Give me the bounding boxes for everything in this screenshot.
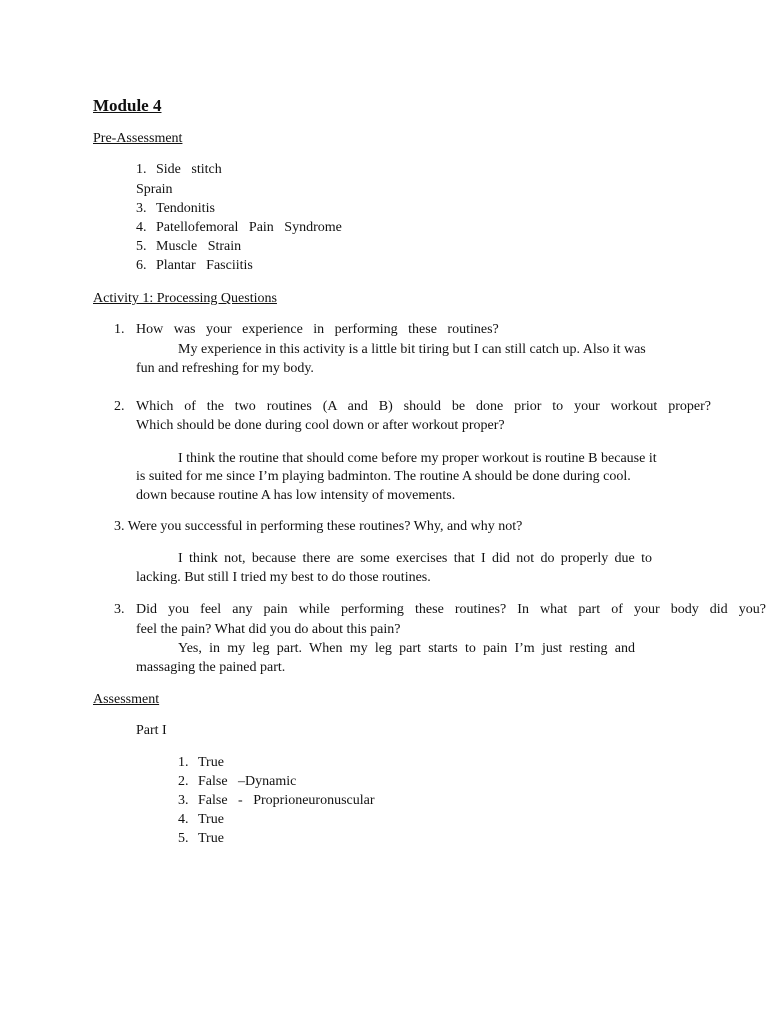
list-item: 4. True [178, 812, 224, 827]
list-item: 6. Plantar Fasciitis [136, 258, 253, 273]
question-text: Which should be done during cool down or after workout proper? [136, 418, 505, 433]
list-item: 2. False –Dynamic [178, 774, 297, 789]
answer-text: Yes, in my leg part. When my leg part starts to pain I’m just resting and [178, 641, 635, 656]
assessment-heading: Assessment [93, 692, 160, 707]
answer-text: massaging the pained part. [136, 660, 286, 675]
question-number: 3. [114, 602, 125, 617]
answer-text: I think the routine that should come before my proper workout is routine B because it [178, 451, 657, 466]
answer-text: My experience in this activity is a little bit tiring but I can still catch up. Also it was [178, 342, 646, 357]
question-number: 2. [114, 399, 125, 414]
list-item: 5. Muscle Strain [136, 239, 242, 254]
question-text: 3. Were you successful in performing these routines? Why, and why not? [114, 519, 523, 534]
list-item: 1. True [178, 755, 224, 770]
answer-text: fun and refreshing for my body. [136, 361, 314, 376]
question-text: feel the pain? What did you do about this pain? [136, 622, 401, 637]
question-text: How was your experience in performing these routines? [136, 322, 499, 337]
answer-text: is suited for me since I’m playing badminton. The routine A should be done during cool. [136, 469, 631, 484]
part-label: Part I [136, 723, 167, 738]
answer-text: down because routine A has low intensity of movements. [136, 488, 456, 503]
activity-heading: Activity 1: Processing Questions [93, 291, 277, 306]
answer-text: I think not, because there are some exercises that I did not do properly due to [178, 551, 652, 566]
question-text: Which of the two routines (A and B) should be done prior to your workout proper? [136, 399, 711, 414]
list-item: 5. True [178, 831, 224, 846]
list-item: 1. Side stitch [136, 162, 222, 177]
page-title: Module 4 [93, 96, 162, 115]
list-item: Sprain [136, 182, 173, 197]
list-item: 3. Tendonitis [136, 201, 215, 216]
list-item: 3. False - Proprioneuronuscular [178, 793, 375, 808]
question-text: Did you feel any pain while performing these routines? In what part of your body did you? [136, 602, 766, 617]
pre-assessment-heading: Pre-Assessment [93, 131, 183, 146]
list-item: 4. Patellofemoral Pain Syndrome [136, 220, 342, 235]
answer-text: lacking. But still I tried my best to do those routines. [136, 570, 431, 585]
question-number: 1. [114, 322, 125, 337]
